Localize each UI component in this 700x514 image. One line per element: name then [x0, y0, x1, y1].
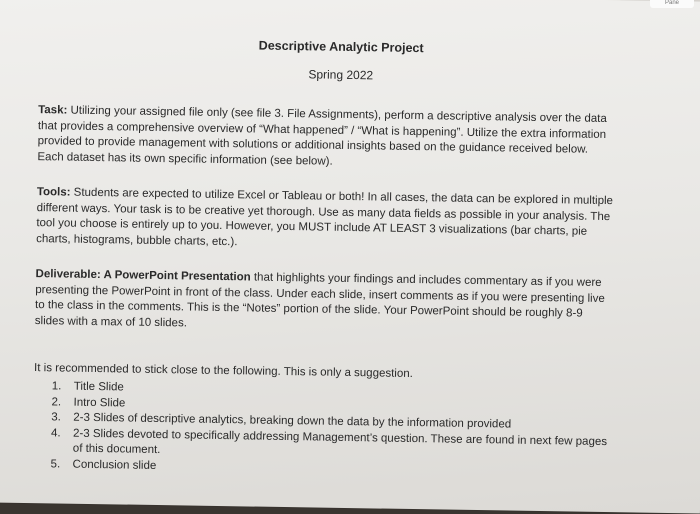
document-title: Descriptive Analytic Project [258, 38, 424, 56]
deliverable-paragraph [35, 267, 614, 338]
list-item-number: 4. [50, 426, 61, 439]
list-item-number: 3. [51, 411, 62, 424]
list-item-number: 1. [51, 380, 62, 393]
deliverable-label: Deliverable: A PowerPoint Presentation [35, 268, 251, 284]
list-item-number: 5. [50, 457, 61, 470]
tools-paragraph [36, 185, 615, 256]
list-item-text: Intro Slide [73, 396, 126, 409]
corner-tab-label: Pane [664, 0, 679, 6]
slide-steps-list [50, 379, 611, 481]
list-item-text: 2-3 Slides devoted to specifically addressing Management’s question. These are found in next few pages of this document. [72, 427, 608, 457]
task-text: Utilizing your assigned file only (see file 3. File Assignments), perform a descriptive analysis over the data that provides a comprehensive overview of “What happened” / “What is happening”. Utilize the extra information provided to provide management with solutions or additional insights based on the guidance received below. Each dataset has its own specific information (see below). [37, 104, 607, 168]
list-item-number: 2. [51, 395, 62, 408]
document-semester: Spring 2022 [308, 67, 374, 83]
tools-label: Tools: [36, 186, 71, 199]
task-paragraph [37, 103, 616, 174]
task-label: Task: [38, 104, 68, 117]
tools-text: Students are expected to utilize Excel or Tableau or both! In all cases, the data can be explored in multiple different ways. Your task is to be creative yet thorough. Use as many data fields as possible in your analysis. The tool you choose is entirely up to you. However, you MUST include AT LEAST 3 visualizations (bar charts, pie charts, histograms, bubble charts, etc.). [36, 186, 614, 248]
recommendation-text: It is recommended to stick close to the following. This is only a suggestion. [34, 362, 413, 381]
list-item-text: Conclusion slide [72, 458, 157, 472]
deliverable-text: that highlights your findings and includes commentary as if you were presenting the PowerPoint in front of the class. Under each slide, insert comments as if you were presenting live to the class in the comments. This is the “Notes” portion of the slide. Your PowerPoint should be roughly 8-9 slides with a max of 10 slides. [34, 271, 605, 329]
list-item-text: Title Slide [73, 380, 124, 394]
list-item-text: 2-3 Slides of descriptive analytics, breaking down the data by the information provided [73, 411, 512, 431]
